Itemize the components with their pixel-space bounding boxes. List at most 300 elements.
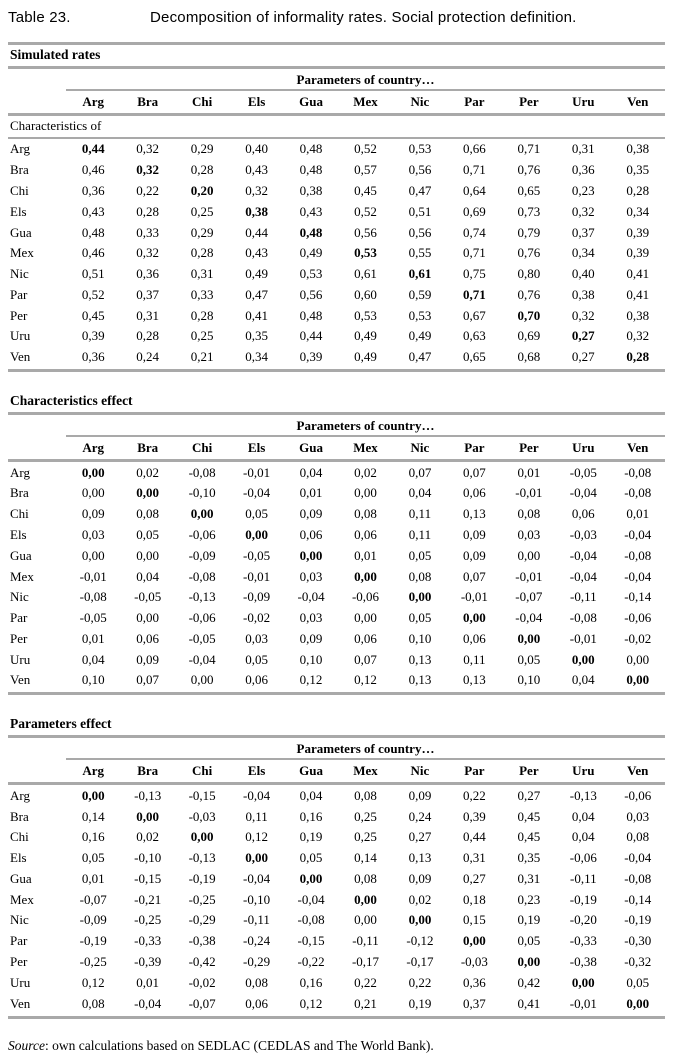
row-label: Par bbox=[10, 933, 28, 949]
stub-cell bbox=[8, 759, 66, 784]
table-row-arg bbox=[8, 138, 665, 160]
cell: 0,22 bbox=[354, 974, 377, 990]
column-header-nic: Nic bbox=[393, 90, 447, 115]
table-row-chi bbox=[8, 181, 665, 202]
cell: 0,69 bbox=[463, 203, 486, 219]
table-row-mex bbox=[8, 243, 665, 264]
cell: 0,31 bbox=[136, 307, 160, 323]
cell: 0,06 bbox=[136, 630, 160, 646]
cell: 0,45 bbox=[81, 307, 105, 323]
cell: 0,08 bbox=[517, 506, 541, 522]
cell: 0,49 bbox=[245, 266, 268, 282]
cell: -0,06 bbox=[188, 526, 216, 542]
table-row-per bbox=[8, 628, 665, 649]
cell: 0,41 bbox=[626, 286, 650, 302]
cell: 0,06 bbox=[463, 630, 486, 646]
cell: -0,42 bbox=[188, 954, 216, 970]
cell: -0,29 bbox=[188, 912, 216, 928]
cell: 0,05 bbox=[408, 610, 432, 626]
cell: 0,29 bbox=[190, 224, 214, 240]
cell: 0,07 bbox=[408, 464, 432, 480]
cell: 0,16 bbox=[299, 808, 323, 824]
row-label: Chi bbox=[10, 182, 29, 198]
cell: 0,04 bbox=[571, 808, 595, 824]
cell: 0,68 bbox=[502, 347, 556, 371]
column-header-chi: Chi bbox=[175, 759, 229, 784]
cell: 0,00 bbox=[517, 630, 541, 646]
cell: 0,04 bbox=[81, 651, 105, 667]
cell: -0,05 bbox=[569, 464, 597, 480]
cell: 0,03 bbox=[517, 526, 541, 542]
cell: -0,09 bbox=[243, 589, 271, 605]
cell: 0,12 bbox=[284, 670, 338, 694]
cell: -0,15 bbox=[188, 787, 216, 803]
cell: 0,34 bbox=[571, 245, 595, 261]
table-row-uru bbox=[8, 649, 665, 670]
row-label: Mex bbox=[10, 568, 34, 584]
table-row-gua bbox=[8, 222, 665, 243]
cell: -0,08 bbox=[624, 870, 652, 886]
cell: 0,29 bbox=[190, 141, 214, 157]
table-caption bbox=[8, 9, 665, 26]
cell: 0,07 bbox=[120, 670, 174, 694]
cell: -0,13 bbox=[188, 850, 216, 866]
row-label: Bra bbox=[10, 485, 29, 501]
cell: -0,05 bbox=[188, 630, 216, 646]
cell: -0,02 bbox=[188, 974, 216, 990]
cell: 0,73 bbox=[517, 203, 541, 219]
cell: 0,20 bbox=[190, 182, 214, 198]
row-label: Per bbox=[10, 630, 28, 646]
cell: 0,12 bbox=[284, 993, 338, 1017]
stub-cell bbox=[8, 69, 66, 90]
cell: 0,27 bbox=[571, 328, 595, 344]
cell: 0,39 bbox=[284, 347, 338, 371]
cell: 0,32 bbox=[136, 245, 160, 261]
cell: 0,36 bbox=[81, 182, 105, 198]
table-row-mex bbox=[8, 889, 665, 910]
cell: 0,25 bbox=[354, 829, 377, 845]
cell: 0,01 bbox=[517, 464, 541, 480]
column-header-els: Els bbox=[229, 759, 283, 784]
column-header-par: Par bbox=[447, 759, 501, 784]
row-label: Uru bbox=[10, 328, 31, 344]
cell: 0,27 bbox=[408, 829, 432, 845]
cell: 0,32 bbox=[571, 203, 595, 219]
column-header-per: Per bbox=[502, 436, 556, 461]
column-header-arg: Arg bbox=[66, 436, 120, 461]
cell: 0,10 bbox=[502, 670, 556, 694]
cell: 0,34 bbox=[229, 347, 283, 371]
cell: 0,31 bbox=[571, 141, 595, 157]
cell: 0,00 bbox=[354, 610, 377, 626]
cell: -0,17 bbox=[406, 954, 434, 970]
cell: 0,28 bbox=[136, 328, 160, 344]
cell: 0,21 bbox=[175, 347, 229, 371]
cell: 0,09 bbox=[463, 547, 486, 563]
cell: 0,23 bbox=[517, 891, 541, 907]
table-row-par bbox=[8, 284, 665, 305]
cell: 0,28 bbox=[190, 307, 214, 323]
cell: 0,06 bbox=[354, 526, 377, 542]
cell: 0,65 bbox=[447, 347, 501, 371]
cell: 0,43 bbox=[245, 162, 268, 178]
cell: 0,39 bbox=[81, 328, 105, 344]
cell: 0,16 bbox=[299, 974, 323, 990]
cell: -0,24 bbox=[243, 933, 271, 949]
cell: 0,37 bbox=[136, 286, 160, 302]
cell: 0,49 bbox=[338, 347, 392, 371]
table-row-nic bbox=[8, 264, 665, 285]
cell: 0,05 bbox=[408, 547, 432, 563]
cell: 0,43 bbox=[245, 245, 268, 261]
cell: 0,04 bbox=[408, 485, 432, 501]
cell: -0,38 bbox=[569, 954, 597, 970]
cell: -0,29 bbox=[243, 954, 271, 970]
cell: 0,23 bbox=[571, 182, 595, 198]
cell: 0,44 bbox=[299, 328, 323, 344]
cell: -0,07 bbox=[79, 891, 107, 907]
cell: 0,05 bbox=[136, 526, 160, 542]
cell: 0,51 bbox=[81, 266, 105, 282]
cell: 0,04 bbox=[299, 787, 323, 803]
cell: 0,08 bbox=[354, 870, 377, 886]
row-label: Per bbox=[10, 954, 28, 970]
cell: 0,55 bbox=[408, 245, 432, 261]
table-row-uru bbox=[8, 972, 665, 993]
cell: -0,05 bbox=[134, 589, 162, 605]
cell: -0,19 bbox=[79, 933, 107, 949]
cell: -0,05 bbox=[243, 547, 271, 563]
cell: -0,19 bbox=[569, 891, 597, 907]
cell: -0,08 bbox=[624, 464, 652, 480]
cell: 0,28 bbox=[190, 162, 214, 178]
cell: 0,04 bbox=[571, 829, 595, 845]
row-label: Par bbox=[10, 286, 28, 302]
cell: -0,13 bbox=[134, 787, 162, 803]
section-label: Characteristics effect bbox=[8, 391, 665, 415]
cell: 0,41 bbox=[626, 266, 650, 282]
cell: -0,01 bbox=[515, 568, 543, 584]
subtable-simulated-rates bbox=[8, 42, 665, 372]
cell: -0,04 bbox=[569, 568, 597, 584]
cell: 0,00 bbox=[571, 651, 595, 667]
cell: -0,25 bbox=[134, 912, 162, 928]
cell: 0,00 bbox=[81, 547, 105, 563]
cell: 0,71 bbox=[463, 286, 486, 302]
row-label: Chi bbox=[10, 506, 29, 522]
cell: -0,12 bbox=[406, 933, 434, 949]
column-header-nic: Nic bbox=[393, 436, 447, 461]
cell: 0,32 bbox=[245, 182, 268, 198]
cell: 0,05 bbox=[626, 974, 650, 990]
source-text: : own calculations based on SEDLAC (CEDLAS and The World Bank). bbox=[45, 1037, 434, 1053]
cell: 0,41 bbox=[245, 307, 268, 323]
cell: 0,37 bbox=[571, 224, 595, 240]
column-header-gua: Gua bbox=[284, 759, 338, 784]
cell: -0,15 bbox=[134, 870, 162, 886]
cell: 0,10 bbox=[299, 651, 323, 667]
cell: 0,31 bbox=[517, 870, 541, 886]
cell: 0,28 bbox=[136, 203, 160, 219]
cell: 0,22 bbox=[463, 787, 486, 803]
cell: -0,38 bbox=[188, 933, 216, 949]
cell: 0,32 bbox=[626, 328, 650, 344]
cell: 0,32 bbox=[136, 162, 160, 178]
cell: -0,04 bbox=[243, 485, 271, 501]
cell: 0,65 bbox=[517, 182, 541, 198]
cell: -0,13 bbox=[569, 787, 597, 803]
cell: 0,36 bbox=[463, 974, 486, 990]
cell: 0,53 bbox=[408, 141, 432, 157]
cell: 0,76 bbox=[517, 162, 541, 178]
cell: -0,01 bbox=[460, 589, 488, 605]
row-label: Mex bbox=[10, 891, 34, 907]
cell: 0,07 bbox=[354, 651, 377, 667]
cell: 0,47 bbox=[245, 286, 268, 302]
cell: 0,46 bbox=[81, 162, 105, 178]
cell: 0,27 bbox=[463, 870, 486, 886]
cell: 0,09 bbox=[136, 651, 160, 667]
cell: 0,19 bbox=[393, 993, 447, 1017]
column-header-mex: Mex bbox=[338, 759, 392, 784]
cell: -0,04 bbox=[569, 547, 597, 563]
cell: 0,09 bbox=[463, 526, 486, 542]
cell: 0,24 bbox=[120, 347, 174, 371]
column-header-per: Per bbox=[502, 759, 556, 784]
cell: 0,38 bbox=[626, 141, 650, 157]
column-header-els: Els bbox=[229, 436, 283, 461]
cell: 0,45 bbox=[517, 808, 541, 824]
table-row-par bbox=[8, 608, 665, 629]
cell: -0,05 bbox=[79, 610, 107, 626]
cell: -0,10 bbox=[134, 850, 162, 866]
cell: 0,51 bbox=[408, 203, 432, 219]
cell: -0,01 bbox=[515, 485, 543, 501]
cell: -0,06 bbox=[188, 610, 216, 626]
cell: 0,27 bbox=[556, 347, 610, 371]
cell: 0,02 bbox=[354, 464, 377, 480]
cell: 0,03 bbox=[245, 630, 268, 646]
cell: 0,08 bbox=[408, 568, 432, 584]
cell: 0,06 bbox=[354, 630, 377, 646]
row-group-label: Characteristics of bbox=[8, 115, 665, 139]
cell: 0,44 bbox=[245, 224, 268, 240]
cell: 0,31 bbox=[463, 850, 486, 866]
cell: 0,22 bbox=[408, 974, 432, 990]
cell: 0,08 bbox=[245, 974, 268, 990]
cell: 0,09 bbox=[299, 630, 323, 646]
cell: 0,53 bbox=[299, 266, 323, 282]
subtable-parameters-effect bbox=[8, 714, 665, 1018]
cell: -0,08 bbox=[569, 610, 597, 626]
cell: 0,70 bbox=[517, 307, 541, 323]
cell: 0,00 bbox=[81, 464, 105, 480]
cell: 0,75 bbox=[463, 266, 486, 282]
cell: -0,10 bbox=[188, 485, 216, 501]
row-label: Arg bbox=[10, 464, 30, 480]
cell: 0,38 bbox=[571, 286, 595, 302]
cell: -0,32 bbox=[624, 954, 652, 970]
table-row-ven bbox=[8, 347, 665, 371]
table-row-per bbox=[8, 305, 665, 326]
row-label: Nic bbox=[10, 589, 29, 605]
cell: 0,48 bbox=[299, 141, 323, 157]
cell: 0,61 bbox=[354, 266, 377, 282]
cell: 0,08 bbox=[136, 506, 160, 522]
cell: 0,08 bbox=[354, 787, 377, 803]
cell: 0,49 bbox=[354, 328, 377, 344]
cell: -0,25 bbox=[79, 954, 107, 970]
cell: 0,02 bbox=[408, 891, 432, 907]
cell: -0,17 bbox=[351, 954, 380, 970]
cell: 0,33 bbox=[190, 286, 214, 302]
cell: -0,01 bbox=[243, 568, 271, 584]
cell: -0,11 bbox=[570, 589, 597, 605]
cell: -0,15 bbox=[297, 933, 325, 949]
cell: 0,00 bbox=[571, 974, 595, 990]
cell: 0,08 bbox=[66, 993, 120, 1017]
cell: -0,03 bbox=[569, 526, 597, 542]
cell: -0,04 bbox=[243, 870, 271, 886]
cell: 0,08 bbox=[626, 829, 650, 845]
cell: 0,48 bbox=[299, 162, 323, 178]
cell: 0,06 bbox=[571, 506, 595, 522]
cell: -0,22 bbox=[297, 954, 325, 970]
cell: 0,25 bbox=[190, 203, 214, 219]
cell: 0,13 bbox=[447, 670, 501, 694]
cell: 0,31 bbox=[190, 266, 214, 282]
cell: 0,11 bbox=[408, 526, 432, 542]
cell: 0,56 bbox=[299, 286, 323, 302]
cell: -0,06 bbox=[624, 610, 652, 626]
row-label: Chi bbox=[10, 829, 29, 845]
cell: 0,44 bbox=[81, 141, 105, 157]
cell: 0,67 bbox=[463, 307, 486, 323]
cell: 0,00 bbox=[136, 808, 160, 824]
column-header-bra: Bra bbox=[120, 90, 174, 115]
cell: -0,25 bbox=[188, 891, 216, 907]
column-header-par: Par bbox=[447, 90, 501, 115]
column-header-chi: Chi bbox=[175, 90, 229, 115]
cell: 0,16 bbox=[81, 829, 105, 845]
cell: 0,00 bbox=[463, 933, 486, 949]
cell: 0,66 bbox=[463, 141, 486, 157]
cell: 0,12 bbox=[81, 974, 105, 990]
row-label: Par bbox=[10, 610, 28, 626]
cell: 0,07 bbox=[463, 568, 486, 584]
row-label: Nic bbox=[10, 912, 29, 928]
cell: 0,56 bbox=[408, 162, 432, 178]
cell: -0,06 bbox=[569, 850, 597, 866]
row-label: Nic bbox=[10, 266, 29, 282]
cell: -0,09 bbox=[79, 912, 107, 928]
row-label: Bra bbox=[10, 162, 29, 178]
cell: 0,00 bbox=[408, 589, 432, 605]
cell: 0,12 bbox=[338, 670, 392, 694]
cell: 0,00 bbox=[408, 912, 432, 928]
column-header-uru: Uru bbox=[556, 436, 610, 461]
cell: 0,48 bbox=[299, 224, 323, 240]
cell: 0,28 bbox=[626, 182, 650, 198]
table-title: Decomposition of informality rates. Social protection definition. bbox=[150, 9, 577, 26]
cell: 0,04 bbox=[136, 568, 160, 584]
row-label: Gua bbox=[10, 547, 32, 563]
cell: -0,08 bbox=[188, 568, 216, 584]
column-header-gua: Gua bbox=[284, 436, 338, 461]
row-label: Ven bbox=[8, 993, 66, 1017]
column-header-els: Els bbox=[229, 90, 283, 115]
table-row-nic bbox=[8, 910, 665, 931]
cell: 0,71 bbox=[463, 162, 486, 178]
table-row-bra bbox=[8, 160, 665, 181]
cell: 0,48 bbox=[81, 224, 105, 240]
cell: 0,05 bbox=[299, 850, 323, 866]
cell: 0,49 bbox=[408, 328, 432, 344]
cell: 0,00 bbox=[81, 787, 105, 803]
cell: 0,00 bbox=[354, 891, 377, 907]
source-label: Source bbox=[8, 1037, 45, 1053]
column-header-ven: Ven bbox=[611, 436, 665, 461]
column-header-ven: Ven bbox=[611, 759, 665, 784]
table-row-els bbox=[8, 848, 665, 869]
cell: 0,03 bbox=[299, 610, 323, 626]
cell: 0,00 bbox=[354, 485, 377, 501]
column-header-bra: Bra bbox=[120, 436, 174, 461]
data-table bbox=[8, 415, 665, 695]
column-header-mex: Mex bbox=[338, 436, 392, 461]
column-header-per: Per bbox=[502, 90, 556, 115]
cell: 0,15 bbox=[463, 912, 486, 928]
cell: 0,24 bbox=[408, 808, 432, 824]
cell: -0,03 bbox=[460, 954, 488, 970]
cell: -0,04 bbox=[297, 891, 325, 907]
cell: 0,01 bbox=[299, 485, 323, 501]
cell: -0,07 bbox=[175, 993, 229, 1017]
cell: 0,00 bbox=[81, 485, 105, 501]
cell: 0,39 bbox=[626, 245, 650, 261]
cell: -0,04 bbox=[297, 589, 325, 605]
cell: 0,79 bbox=[517, 224, 541, 240]
cell: -0,04 bbox=[624, 526, 652, 542]
column-header-par: Par bbox=[447, 436, 501, 461]
column-header-chi: Chi bbox=[175, 436, 229, 461]
cell: 0,57 bbox=[354, 162, 377, 178]
column-header-bra: Bra bbox=[120, 759, 174, 784]
cell: 0,47 bbox=[393, 347, 447, 371]
cell: -0,08 bbox=[79, 589, 107, 605]
column-header-arg: Arg bbox=[66, 759, 120, 784]
cell: -0,04 bbox=[624, 850, 652, 866]
row-label: Els bbox=[10, 850, 27, 866]
table-row-bra bbox=[8, 806, 665, 827]
cell: 0,40 bbox=[245, 141, 268, 157]
cell: -0,21 bbox=[134, 891, 162, 907]
cell: 0,43 bbox=[299, 203, 323, 219]
cell: -0,04 bbox=[120, 993, 174, 1017]
cell: -0,04 bbox=[569, 485, 597, 501]
cell: 0,09 bbox=[81, 506, 105, 522]
data-table bbox=[8, 69, 665, 372]
cell: 0,03 bbox=[626, 808, 650, 824]
cell: 0,05 bbox=[81, 850, 105, 866]
cell: 0,43 bbox=[81, 203, 105, 219]
cell: 0,32 bbox=[136, 141, 160, 157]
cell: 0,03 bbox=[299, 568, 323, 584]
cell: 0,14 bbox=[354, 850, 377, 866]
cell: -0,02 bbox=[243, 610, 271, 626]
cell: 0,39 bbox=[626, 224, 650, 240]
